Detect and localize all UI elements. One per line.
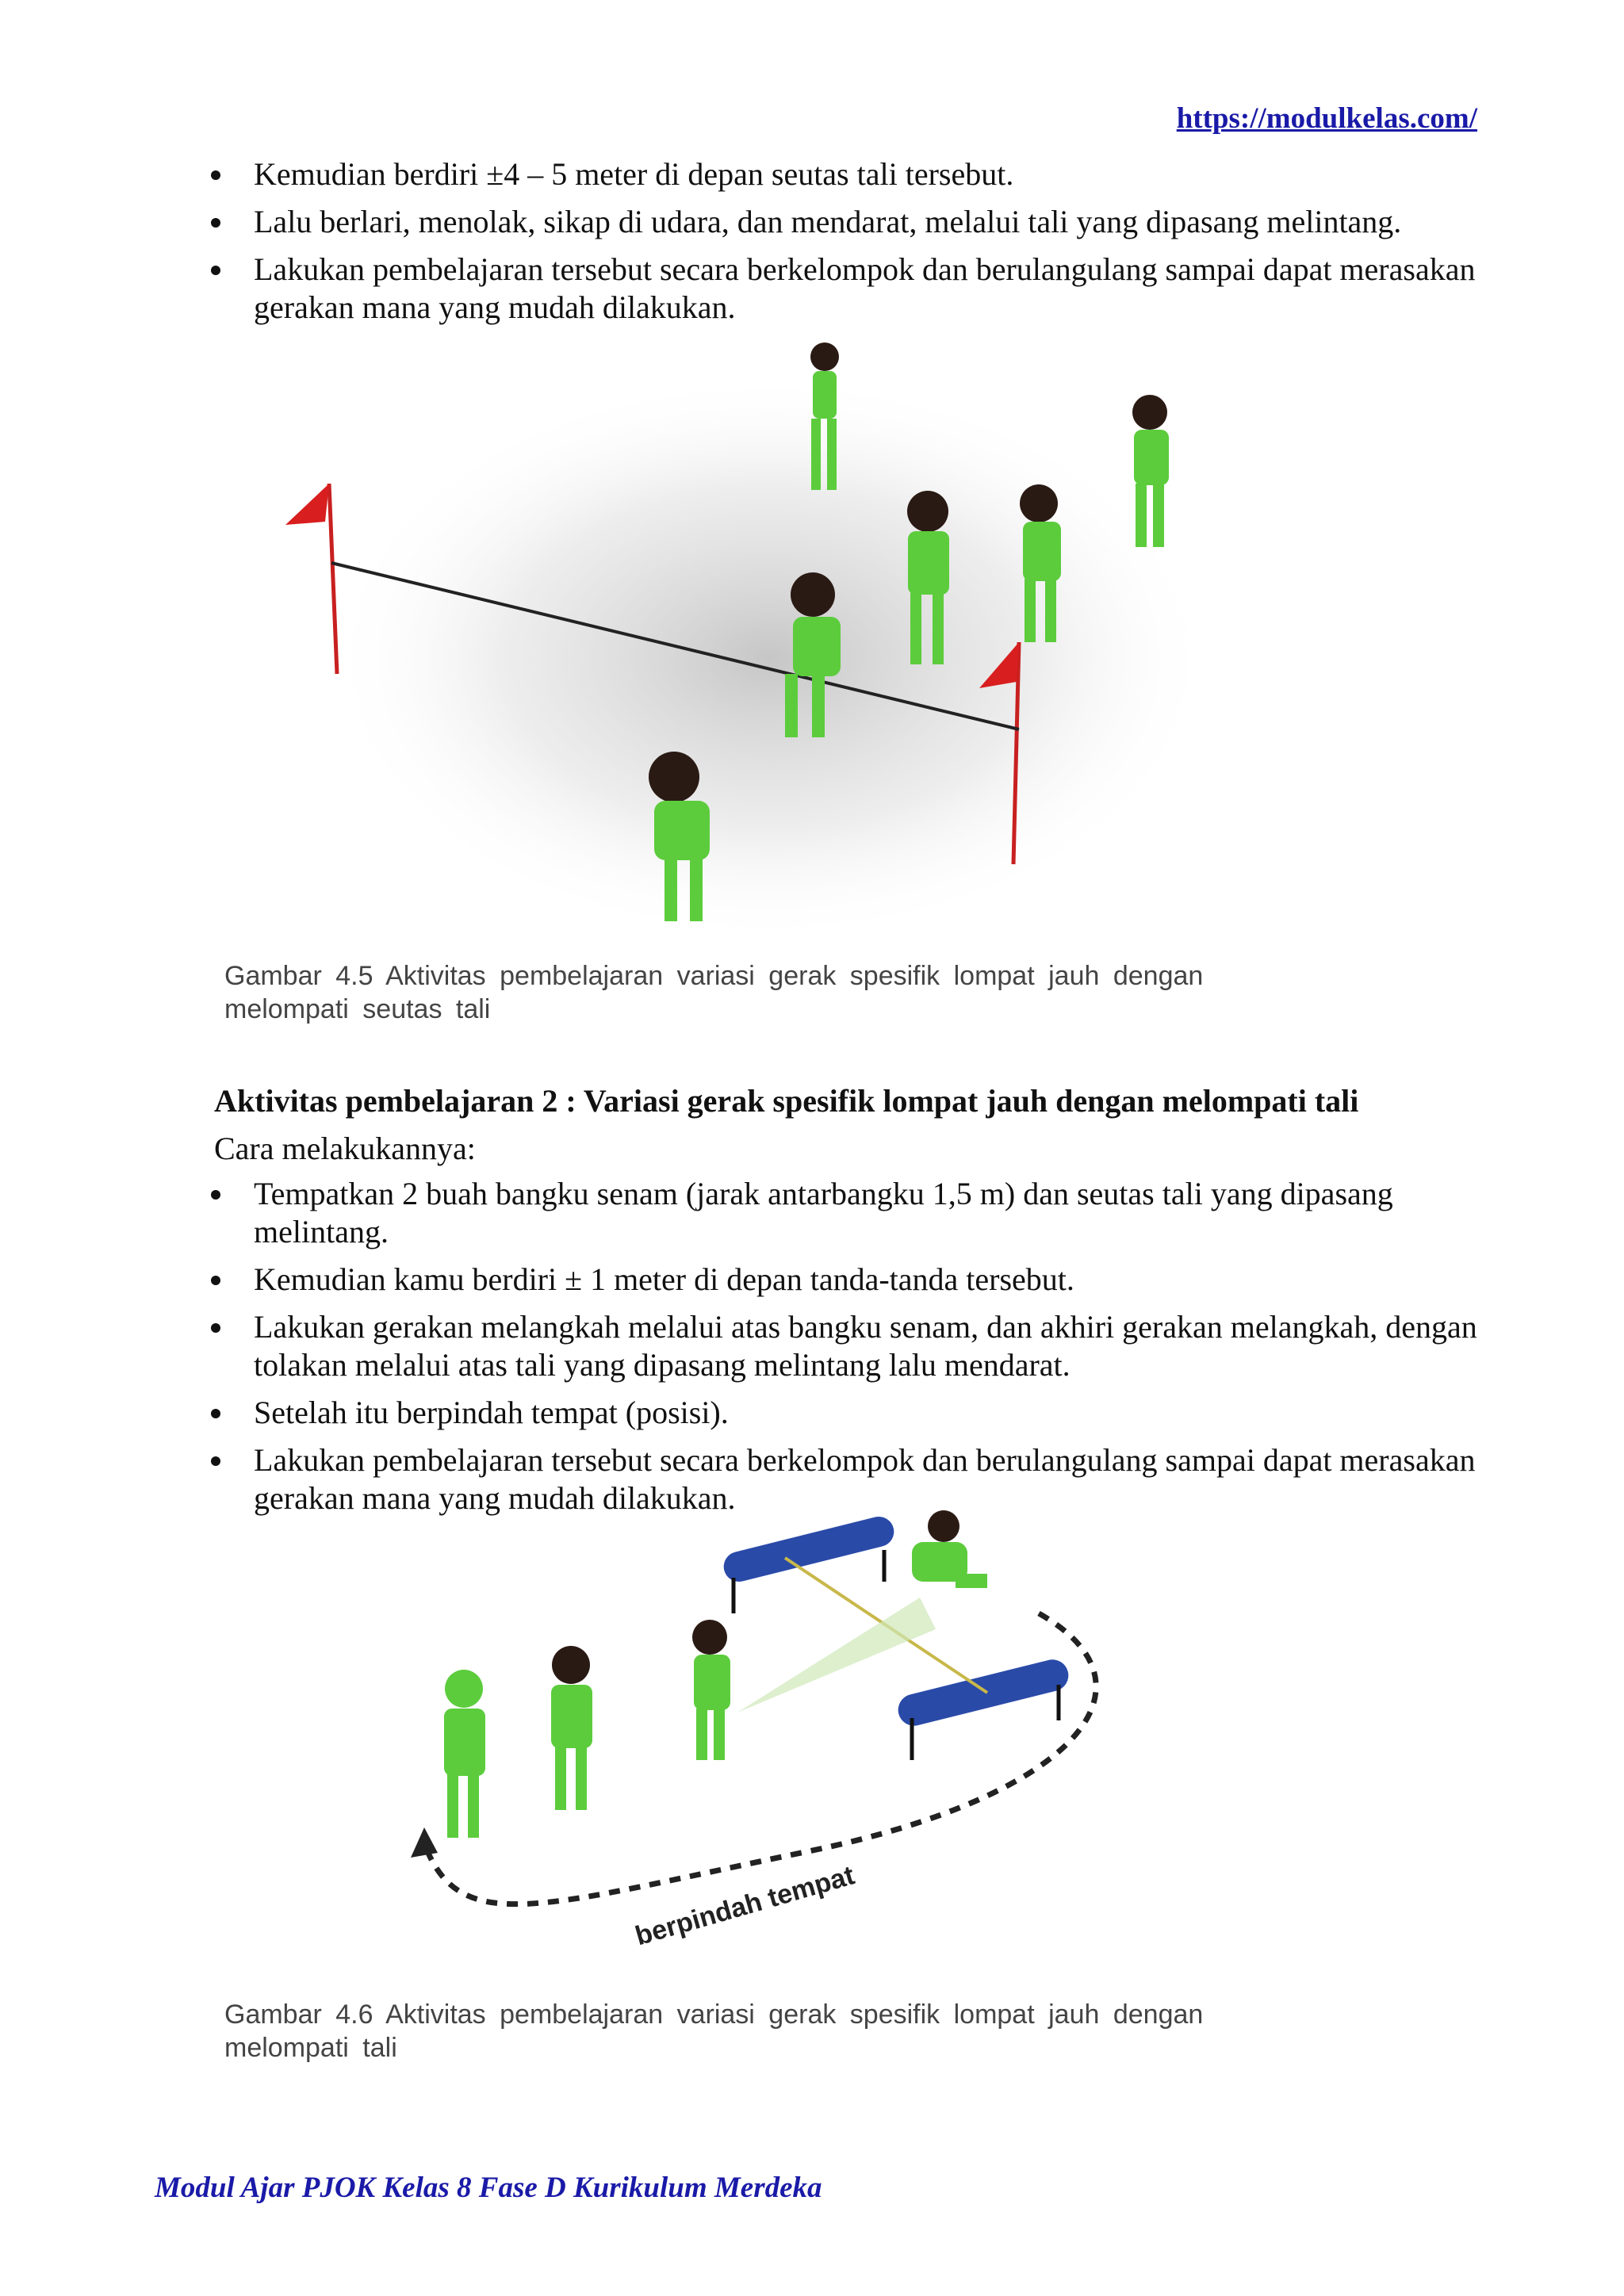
bullet-dot [211, 218, 220, 228]
bullet-list-1 [208, 155, 1492, 336]
bench-left [721, 1513, 898, 1613]
left-flag [285, 484, 329, 525]
bullet-dot [211, 266, 220, 275]
bullet-dot [211, 1456, 220, 1466]
footer-text: Modul Ajar PJOK Kelas 8 Fase D Kurikulum Merdeka [155, 2172, 822, 2204]
bullet-list-2 [208, 1175, 1492, 1527]
arrow-head-icon [411, 1827, 438, 1858]
rotation-path [424, 1613, 1096, 1904]
list-item: Lakukan gerakan melangkah melalui atas bangku senam, dan akhiri gerakan melangkah, dengan tolakan melalui atas tali yang dipasang melintang lalu mendarat. [208, 1308, 1492, 1384]
path-label: berpindah tempat [632, 1860, 858, 1952]
figure-caption-4-5: Gambar 4.5 Aktivitas pembelajaran variasi gerak spesifik lompat jauh dengan melompati seutas tali [224, 961, 1204, 1024]
jump-trail [737, 1598, 936, 1712]
list-item: Tempatkan 2 buah bangku senam (jarak antarbangku 1,5 m) dan seutas tali yang dipasang melintang. [208, 1175, 1492, 1251]
bullet-dot [211, 1276, 220, 1285]
section-subheading: Cara melakukannya: [214, 1131, 476, 1166]
figure-rope-jump-illustration [262, 325, 1285, 943]
section-heading: Aktivitas pembelajaran 2 : Variasi gerak spesifik lompat jauh dengan melompati tali [214, 1083, 1359, 1119]
bullet-dot [211, 1190, 220, 1200]
jumper-figure [444, 1510, 987, 1838]
ground-shadow [325, 373, 1213, 943]
header-url-link[interactable]: https://modulkelas.com/ [1176, 102, 1477, 135]
figure-caption-4-6: Gambar 4.6 Aktivitas pembelajaran variasi gerak spesifik lompat jauh dengan melompati tali [224, 1999, 1204, 2063]
bullet-dot [211, 1323, 220, 1333]
figure-bench-jump-illustration [365, 1510, 1189, 1954]
list-item: Kemudian berdiri ±4 – 5 meter di depan seutas tali tersebut. [208, 155, 1492, 193]
list-item: Lalu berlari, menolak, sikap di udara, dan mendarat, melalui tali yang dipasang melintang. [208, 203, 1492, 241]
bench-right [894, 1656, 1071, 1760]
list-item: Kemudian kamu berdiri ± 1 meter di depan tanda-tanda tersebut. [208, 1261, 1492, 1299]
bullet-dot [211, 170, 220, 180]
list-item: Setelah itu berpindah tempat (posisi). [208, 1394, 1492, 1432]
list-item: Lakukan pembelajaran tersebut secara berkelompok dan berulangulang sampai dapat merasakan gerakan mana yang mudah dilakukan. [208, 1441, 1492, 1517]
bullet-dot [211, 1409, 220, 1418]
list-item: Lakukan pembelajaran tersebut secara berkelompok dan berulangulang sampai dapat merasakan gerakan mana yang mudah dilakukan. [208, 251, 1492, 327]
